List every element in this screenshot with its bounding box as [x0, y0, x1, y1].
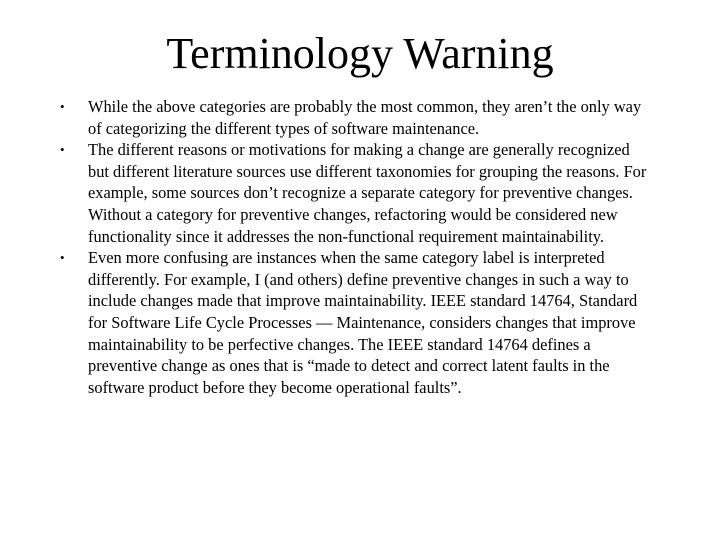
bullet-text: The different reasons or motivations for making a change are generally recognized but different literature sources use different taxonomies for grouping the reasons. For example, some sources don’t recognize a separate category for preventive changes. Without a category for preventive changes, refactoring would be considered new functionality since it addresses the non-functional requirement maintainability. — [88, 140, 647, 246]
bullet-item — [54, 96, 654, 139]
bullet-icon: • — [60, 250, 65, 266]
bullet-list — [54, 96, 654, 398]
slide-title: Terminology Warning — [166, 29, 554, 78]
bullet-item — [54, 139, 654, 247]
bullet-text: While the above categories are probably the most common, they aren’t the only way of categorizing the different types of software maintenance. — [88, 97, 642, 138]
bullet-icon: • — [60, 99, 65, 114]
bullet-icon: • — [60, 142, 65, 158]
bullet-text: Even more confusing are instances when the same category label is interpreted differently. For example, I (and others) define preventive changes in such a way to include changes made that improve maintainability. IEEE standard 14764, Standard for Software Life Cycle Processes — Maintenance, considers changes that improve maintainability to be perfective changes. The IEEE standard 14764 defines a preventive change as ones that is “made to detect and correct latent faults in the software product before they become operational faults”. — [88, 248, 638, 397]
bullet-item — [54, 247, 654, 398]
